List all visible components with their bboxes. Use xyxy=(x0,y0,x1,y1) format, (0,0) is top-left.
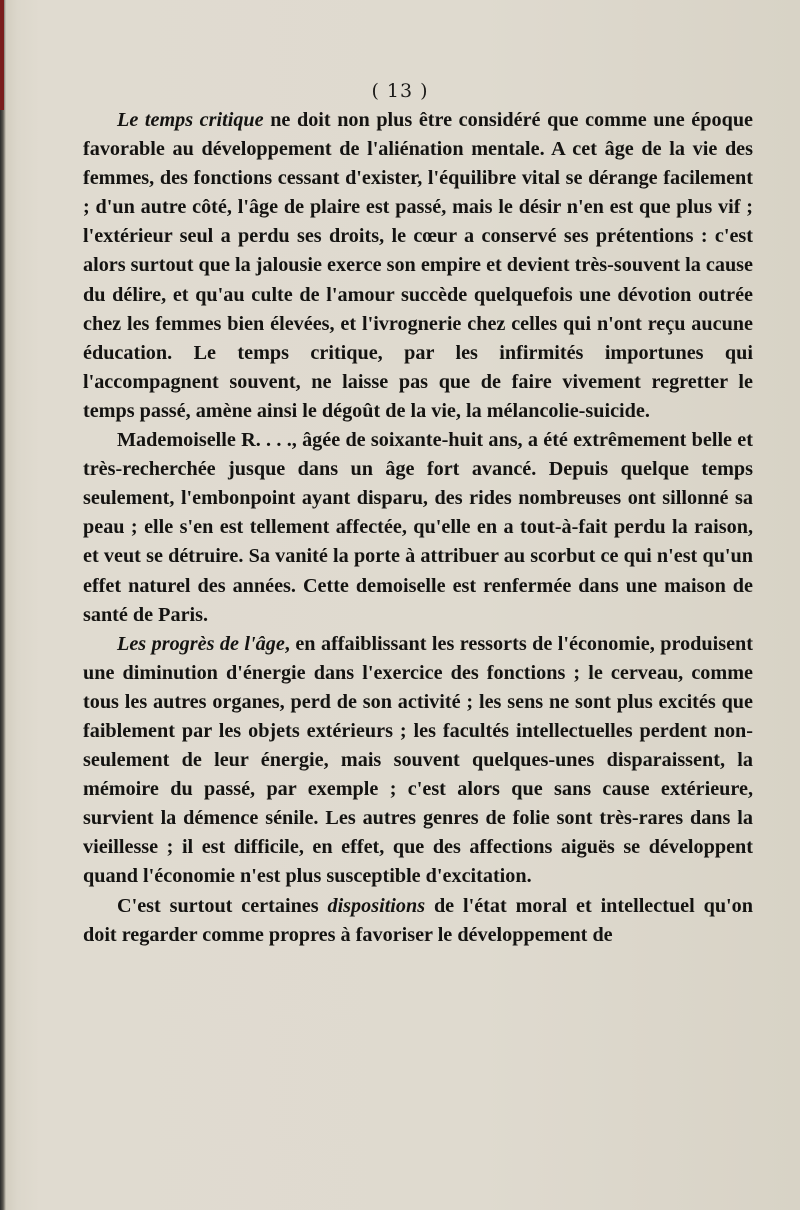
paragraph-4-segment-1: C'est surtout certaines xyxy=(117,894,328,917)
paragraph-1-segment-1: Le temps critique xyxy=(117,109,264,131)
paragraph-2 xyxy=(83,426,753,630)
paragraph-1 xyxy=(83,106,753,426)
body-text xyxy=(83,106,753,950)
paragraph-3-segment-1: Les progrès de l'âge xyxy=(117,632,285,655)
paragraph-3-segment-2: , en affaiblissant les ressorts de l'économie, produisent une diminution d'énergie dans l'exercice des fonctions ; le cerveau, comme tous les autres organes, perd de son activité ; les sens ne sont plus excités que faiblement par les objets extérieurs ; les facultés intellectuelles perdent non-seulement de leur énergie, mais souvent quelques-unes disparaissent, la mémoire du passé, par exemple ; c'est alors que sans cause extérieure, survient la démence sénile. Les autres genres de folie sont très-rares dans la vieillesse ; il est difficile, en effet, que des affections aiguës se développent quand l'économie n'est plus susceptible d'excitation. xyxy=(83,632,753,888)
paragraph-4 xyxy=(83,892,753,950)
page-number: ( 13 ) xyxy=(371,80,429,102)
paragraph-3 xyxy=(83,630,753,892)
book-spine-shadow xyxy=(0,0,6,1210)
paragraph-1-segment-2: ne doit non plus être considéré que comme une époque favorable au développement de l'aliénation mentale. A cet âge de la vie des femmes, des fonctions cessant d'exister, l'équilibre vital se dérange facilement ; d'un autre côté, l'âge de plaire est passé, mais le désir n'en est que plus vif ; l'extérieur seul a perdu ses droits, le cœur a conservé ses prétentions : c'est alors surtout que la jalousie exerce son empire et devient très-souvent la cause du délire, et qu'au culte de l'amour succède quelquefois une dévotion outrée chez les femmes bien élevées, et l'ivrognerie chez celles qui n'ont reçu aucune éducation. Le temps critique, par les infirmités importunes qui l'accompagnent souvent, ne laisse pas que de faire vivement regretter le temps passé, amène ainsi le dégoût de la vie, la mélancolie-suicide. xyxy=(83,109,754,422)
paragraph-2-segment-1: Mademoiselle R. . . ., âgée de soixante-huit ans, a été extrêmement belle et très-recherchée jusque dans un âge fort avancé. Depuis quelque temps seulement, l'embonpoint ayant disparu, des rides nombreuses ont sillonné sa peau ; elle s'en est tellement affectée, qu'elle en a tout-à-fait perdu la raison, et veut se détruire. Sa vanité la porte à attribuer au scorbut ce qui n'est qu'un effet naturel des années. Cette demoiselle est renfermée dans une maison de santé de Paris. xyxy=(83,429,753,626)
paragraph-4-segment-3: de l'état moral et intellectuel qu'on doit regarder comme propres à favoriser le développement de xyxy=(83,894,753,946)
paragraph-4-segment-2: dispositions xyxy=(327,894,426,917)
